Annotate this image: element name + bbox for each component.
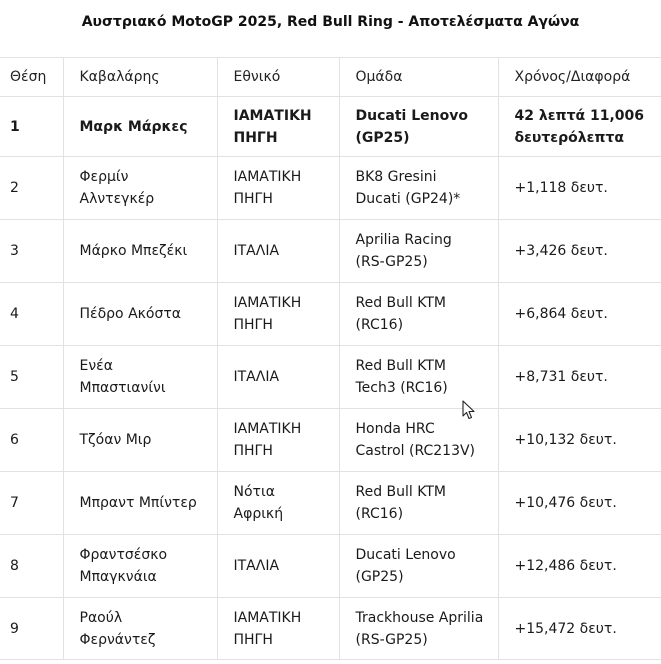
cell-position: 7: [0, 472, 63, 535]
table-row: [0, 346, 661, 409]
cell-rider: Ραούλ Φερνάντεζ: [63, 598, 217, 660]
cell-rider: Ενέα Μπαστιανίνι: [63, 346, 217, 409]
table-row: [0, 157, 661, 220]
table-row: [0, 409, 661, 472]
cell-position: 4: [0, 283, 63, 346]
table-body: [0, 97, 661, 660]
cell-nation: ΙΤΑΛΙΑ: [217, 535, 339, 598]
table-row: [0, 220, 661, 283]
cell-rider: Πέδρο Ακόστα: [63, 283, 217, 346]
cell-team: Honda HRC Castrol (RC213V): [339, 409, 498, 472]
cell-team: BK8 Gresini Ducati (GP24)*: [339, 157, 498, 220]
cell-nation: ΙΤΑΛΙΑ: [217, 220, 339, 283]
cell-team: Red Bull KTM (RC16): [339, 472, 498, 535]
results-table: [0, 57, 661, 660]
cell-time: +10,476 δευτ.: [498, 472, 661, 535]
cell-position: 1: [0, 97, 63, 157]
cell-time: +1,118 δευτ.: [498, 157, 661, 220]
cell-nation: ΙΑΜΑΤΙΚΗ ΠΗΓΗ: [217, 97, 339, 157]
cell-time: +15,472 δευτ.: [498, 598, 661, 660]
header-nation: Εθνικό: [217, 58, 339, 97]
cell-position: 5: [0, 346, 63, 409]
cell-team: Aprilia Racing (RS-GP25): [339, 220, 498, 283]
cell-position: 8: [0, 535, 63, 598]
cell-nation: ΙΤΑΛΙΑ: [217, 346, 339, 409]
cell-time: +3,426 δευτ.: [498, 220, 661, 283]
cell-rider: Φραντσέσκο Μπαγκνάια: [63, 535, 217, 598]
cell-position: 3: [0, 220, 63, 283]
header-team: Ομάδα: [339, 58, 498, 97]
header-row: [0, 58, 661, 97]
cell-time: 42 λεπτά 11,006 δευτερόλεπτα: [498, 97, 661, 157]
table-header: [0, 58, 661, 97]
header-time: Χρόνος/Διαφορά: [498, 58, 661, 97]
cell-time: +12,486 δευτ.: [498, 535, 661, 598]
cell-nation: ΙΑΜΑΤΙΚΗ ΠΗΓΗ: [217, 598, 339, 660]
header-rider: Καβαλάρης: [63, 58, 217, 97]
cell-nation: ΙΑΜΑΤΙΚΗ ΠΗΓΗ: [217, 409, 339, 472]
cell-time: +6,864 δευτ.: [498, 283, 661, 346]
table-row: [0, 598, 661, 660]
cell-team: Red Bull KTM (RC16): [339, 283, 498, 346]
cell-team: Red Bull KTM Tech3 (RC16): [339, 346, 498, 409]
cell-nation: ΙΑΜΑΤΙΚΗ ΠΗΓΗ: [217, 283, 339, 346]
results-title: Αυστριακό MotoGP 2025, Red Bull Ring - Αποτελέσματα Αγώνα: [81, 14, 580, 30]
table-row: [0, 472, 661, 535]
cell-position: 6: [0, 409, 63, 472]
table-row: [0, 97, 661, 157]
table-row: [0, 283, 661, 346]
cell-time: +8,731 δευτ.: [498, 346, 661, 409]
cell-rider: Μπραντ Μπίντερ: [63, 472, 217, 535]
cell-rider: Μαρκ Μάρκες: [63, 97, 217, 157]
cell-rider: Τζόαν Μιρ: [63, 409, 217, 472]
cell-rider: Μάρκο Μπεζέκι: [63, 220, 217, 283]
mouse-pointer-icon: [462, 400, 476, 420]
cell-team: Ducati Lenovo (GP25): [339, 97, 498, 157]
cell-rider: Φερμίν Αλντεγκέρ: [63, 157, 217, 220]
cell-team: Trackhouse Aprilia (RS-GP25): [339, 598, 498, 660]
cell-team: Ducati Lenovo (GP25): [339, 535, 498, 598]
cell-nation: ΙΑΜΑΤΙΚΗ ΠΗΓΗ: [217, 157, 339, 220]
header-position: Θέση: [0, 58, 63, 97]
cell-time: +10,132 δευτ.: [498, 409, 661, 472]
table-row: [0, 535, 661, 598]
cell-position: 9: [0, 598, 63, 660]
cell-nation: Νότια Αφρική: [217, 472, 339, 535]
cell-position: 2: [0, 157, 63, 220]
